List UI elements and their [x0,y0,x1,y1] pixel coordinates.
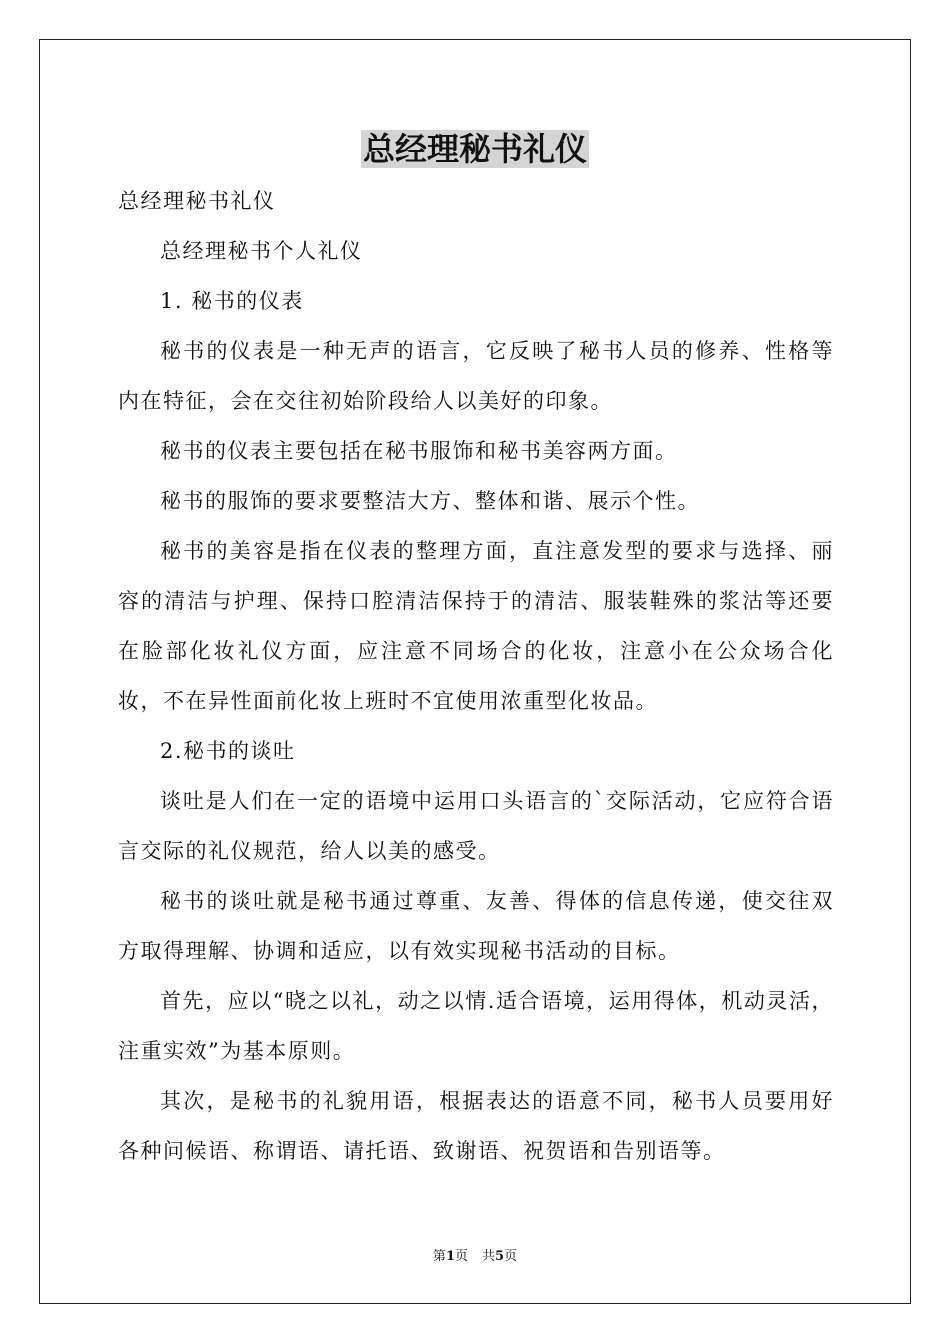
page-footer [0,1248,950,1266]
paragraph: 秘书的仪表主要包括在秘书服饰和秘书美容两方面。 [160,439,678,463]
total-suffix: 页 [504,1249,518,1264]
paragraph: 其次，是秘书的礼貌用语，根据表达的语意不同，秘书人员要用好各种问候语、称谓语、请托语、致谢语、祝贺语和告别语等。 [118,1089,834,1163]
paragraph: 谈吐是人们在一定的语境中运用口头语言的`交际活动，它应符合语言交际的礼仪规范，给人以美的感受。 [118,789,834,863]
total-prefix: 共 [482,1249,496,1264]
paragraph: 2.秘书的谈吐 [160,739,296,763]
paragraph: 1. 秘书的仪表 [160,289,304,313]
page-suffix: 页 [454,1249,468,1264]
document-body [118,176,834,1176]
paragraph: 首先，应以“晓之以礼，动之以情.适合语境，运用得体，机动灵活，注重实效”为基本原则。 [118,989,834,1063]
paragraph: 总经理秘书个人礼仪 [160,239,363,263]
document-title-text: 总经理秘书礼仪 [362,130,587,168]
page-total: 5 [495,1249,505,1264]
paragraph: 总经理秘书礼仪 [118,189,276,213]
paragraph: 秘书的谈吐就是秘书通过尊重、友善、得体的信息传递，使交往双方取得理解、协调和适应，以有效实现秘书活动的目标。 [118,889,834,963]
document-title [0,128,950,170]
page-prefix: 第 [432,1249,446,1264]
page-current: 1 [445,1249,455,1264]
paragraph: 秘书的仪表是一种无声的语言，它反映了秘书人员的修养、性格等内在特征，会在交往初始阶段给人以美好的印象。 [118,339,834,413]
paragraph: 秘书的服饰的要求要整洁大方、整体和谐、展示个性。 [160,489,700,513]
paragraph: 秘书的美容是指在仪表的整理方面，直注意发型的要求与选择、丽容的清洁与护理、保持口腔清洁保持于的清洁、服装鞋殊的浆沽等还要在脸部化妆礼仪方面，应注意不同场合的化妆，注意小在公众场合化妆，不在异性面前化妆上班时不宜使用浓重型化妆品。 [118,539,834,713]
